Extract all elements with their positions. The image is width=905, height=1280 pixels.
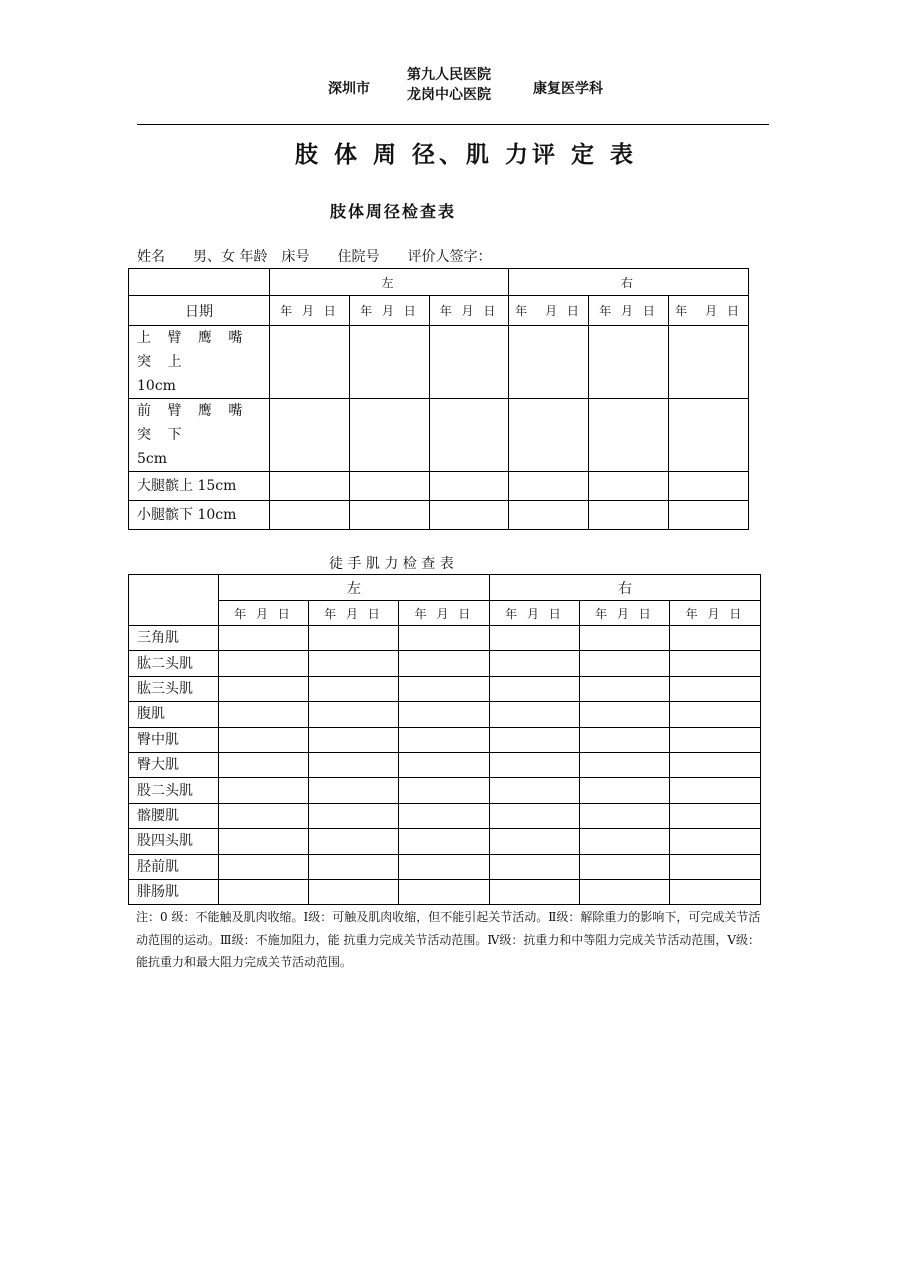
grade-cell[interactable] (309, 778, 399, 803)
date-cell[interactable]: 年 月 日 (670, 601, 761, 626)
value-cell[interactable] (669, 399, 749, 472)
muscle-label: 腹肌 (129, 702, 219, 727)
grade-cell[interactable] (670, 778, 761, 803)
grade-cell[interactable] (309, 803, 399, 828)
value-cell[interactable] (270, 501, 350, 530)
grade-cell[interactable] (670, 676, 761, 701)
date-cell[interactable]: 年 月 日 (430, 296, 509, 326)
date-cell[interactable]: 年 月 日 (669, 296, 749, 326)
value-cell[interactable] (589, 501, 669, 530)
table-row (129, 854, 761, 879)
strength-table (128, 574, 761, 905)
grade-cell[interactable] (309, 829, 399, 854)
row-label-line: 10cm (137, 378, 176, 394)
left-side-header: 左 (270, 269, 509, 296)
row-label-line: 上 臂 鹰 嘴 突 上 (137, 330, 249, 370)
value-cell[interactable] (509, 501, 589, 530)
grade-cell[interactable] (580, 626, 670, 651)
muscle-label: 股四头肌 (129, 829, 219, 854)
grading-note: 注：0 级：不能触及肌肉收缩。Ⅰ级：可触及肌肉收缩，但不能引起关节活动。Ⅱ级：解除重力的影响下，可完成关节活动范围的运动。Ⅲ级：不施加阻力，能 抗重力完成关节活动范围。Ⅳ级：抗重力和中等阻力完成关节活动范围，Ⅴ级：能抗重力和最大阻力完成关节活动范围。 (136, 910, 761, 969)
hospital-name-line2: 龙岗中心医院 (407, 87, 491, 103)
table-row (129, 829, 761, 854)
grade-cell[interactable] (670, 829, 761, 854)
grade-cell[interactable] (670, 727, 761, 752)
muscle-label: 臀大肌 (129, 752, 219, 777)
value-cell[interactable] (270, 326, 350, 399)
row-label: 小腿髌下 10cm (129, 501, 270, 530)
value-cell[interactable] (509, 326, 589, 399)
left-side-header: 左 (219, 575, 490, 601)
grade-cell[interactable] (670, 879, 761, 904)
table-row (129, 472, 749, 501)
table-row (129, 501, 749, 530)
table-row (129, 778, 761, 803)
value-cell[interactable] (350, 501, 430, 530)
grade-cell[interactable] (309, 727, 399, 752)
table-row (129, 651, 761, 676)
corner-cell (129, 269, 270, 296)
grade-cell[interactable] (580, 702, 670, 727)
grade-cell[interactable] (490, 829, 580, 854)
value-cell[interactable] (669, 472, 749, 501)
grade-cell[interactable] (309, 651, 399, 676)
grade-cell[interactable] (219, 752, 309, 777)
date-cell[interactable]: 年 月 日 (490, 601, 580, 626)
date-cell[interactable]: 年 月 日 (309, 601, 399, 626)
table-row (129, 702, 761, 727)
muscle-label: 肱二头肌 (129, 651, 219, 676)
grade-cell[interactable] (490, 702, 580, 727)
value-cell[interactable] (589, 399, 669, 472)
date-label: 日期 (129, 296, 270, 326)
value-cell[interactable] (509, 399, 589, 472)
grade-cell[interactable] (399, 854, 490, 879)
grade-cell[interactable] (580, 676, 670, 701)
right-side-header: 右 (509, 269, 749, 296)
patient-info-line: 姓名 男、女 年龄 床号 住院号 评价人签字： (137, 249, 492, 265)
city-label: 深圳市 (328, 81, 370, 97)
muscle-label: 肱三头肌 (129, 676, 219, 701)
grade-cell[interactable] (399, 778, 490, 803)
row-label (129, 326, 270, 399)
grade-cell[interactable] (219, 651, 309, 676)
grade-cell[interactable] (309, 676, 399, 701)
date-cell[interactable]: 年 月 日 (270, 296, 350, 326)
table-row (129, 803, 761, 828)
grade-cell[interactable] (219, 626, 309, 651)
date-row (129, 296, 749, 326)
grade-cell[interactable] (219, 778, 309, 803)
grade-cell[interactable] (219, 803, 309, 828)
grade-cell[interactable] (580, 727, 670, 752)
grade-cell[interactable] (399, 626, 490, 651)
row-label-line: 前 臂 鹰 嘴 突 下 (137, 403, 249, 443)
grade-cell[interactable] (580, 829, 670, 854)
grade-cell[interactable] (219, 829, 309, 854)
grade-cell[interactable] (219, 702, 309, 727)
grade-cell[interactable] (670, 854, 761, 879)
grade-cell[interactable] (219, 879, 309, 904)
date-row (129, 601, 761, 626)
grade-cell[interactable] (490, 651, 580, 676)
grade-cell[interactable] (670, 752, 761, 777)
header-divider (137, 124, 769, 125)
value-cell[interactable] (350, 472, 430, 501)
corner-cell (129, 575, 219, 626)
value-cell[interactable] (350, 326, 430, 399)
grade-cell[interactable] (399, 676, 490, 701)
table-header-row (129, 269, 749, 296)
table-row (129, 676, 761, 701)
right-side-header: 右 (490, 575, 761, 601)
date-cell[interactable]: 年 月 日 (509, 296, 589, 326)
grade-cell[interactable] (670, 803, 761, 828)
row-label (129, 399, 270, 472)
page-title: 肢 体 周 径、肌 力评 定 表 (295, 142, 638, 168)
grade-cell[interactable] (490, 803, 580, 828)
grade-cell[interactable] (580, 778, 670, 803)
hospital-name-line1: 第九人民医院 (407, 67, 491, 83)
grade-cell[interactable] (490, 778, 580, 803)
muscle-label: 股二头肌 (129, 778, 219, 803)
grade-cell[interactable] (399, 702, 490, 727)
grade-cell[interactable] (580, 803, 670, 828)
value-cell[interactable] (270, 472, 350, 501)
muscle-label: 臀中肌 (129, 727, 219, 752)
grade-cell[interactable] (490, 727, 580, 752)
circumference-table (128, 268, 749, 530)
grade-cell[interactable] (580, 651, 670, 676)
grade-cell[interactable] (309, 702, 399, 727)
grade-cell[interactable] (219, 676, 309, 701)
row-label-line: 5cm (137, 451, 168, 467)
grade-cell[interactable] (399, 829, 490, 854)
grade-cell[interactable] (399, 727, 490, 752)
strength-subtitle: 徒 手 肌 力 检 查 表 (329, 556, 454, 572)
grade-cell[interactable] (399, 651, 490, 676)
muscle-label: 三角肌 (129, 626, 219, 651)
muscle-label: 腓肠肌 (129, 879, 219, 904)
table-row (129, 727, 761, 752)
grade-cell[interactable] (670, 651, 761, 676)
grade-cell[interactable] (309, 752, 399, 777)
value-cell[interactable] (589, 472, 669, 501)
table-row (129, 626, 761, 651)
value-cell[interactable] (270, 399, 350, 472)
date-cell[interactable]: 年 月 日 (580, 601, 670, 626)
table-row (129, 399, 749, 472)
grade-cell[interactable] (399, 752, 490, 777)
circumference-subtitle: 肢体周径检查表 (330, 202, 457, 221)
muscle-rows (129, 626, 761, 905)
date-cell[interactable]: 年 月 日 (589, 296, 669, 326)
grade-cell[interactable] (490, 626, 580, 651)
date-cell[interactable]: 年 月 日 (219, 601, 309, 626)
table-row (129, 879, 761, 904)
row-label: 大腿髌上 15cm (129, 472, 270, 501)
value-cell[interactable] (350, 399, 430, 472)
grade-cell[interactable] (309, 854, 399, 879)
grade-cell[interactable] (580, 879, 670, 904)
value-cell[interactable] (430, 326, 509, 399)
muscle-label: 胫前肌 (129, 854, 219, 879)
value-cell[interactable] (669, 501, 749, 530)
grade-cell[interactable] (399, 879, 490, 904)
value-cell[interactable] (669, 326, 749, 399)
date-cell[interactable]: 年 月 日 (350, 296, 430, 326)
grade-cell[interactable] (309, 879, 399, 904)
grade-cell[interactable] (580, 854, 670, 879)
grade-cell[interactable] (219, 854, 309, 879)
value-cell[interactable] (430, 399, 509, 472)
table-row (129, 752, 761, 777)
grade-cell[interactable] (490, 676, 580, 701)
muscle-label: 髂腰肌 (129, 803, 219, 828)
grade-cell[interactable] (670, 702, 761, 727)
value-cell[interactable] (430, 472, 509, 501)
table-header-row (129, 575, 761, 601)
grade-cell[interactable] (490, 879, 580, 904)
grade-cell[interactable] (490, 854, 580, 879)
grade-cell[interactable] (580, 752, 670, 777)
department-label: 康复医学科 (533, 81, 603, 97)
grade-cell[interactable] (219, 727, 309, 752)
value-cell[interactable] (430, 501, 509, 530)
grade-cell[interactable] (490, 752, 580, 777)
grade-cell[interactable] (670, 626, 761, 651)
table-row (129, 326, 749, 399)
value-cell[interactable] (589, 326, 669, 399)
grade-cell[interactable] (309, 626, 399, 651)
grade-cell[interactable] (399, 803, 490, 828)
date-cell[interactable]: 年 月 日 (399, 601, 490, 626)
value-cell[interactable] (509, 472, 589, 501)
